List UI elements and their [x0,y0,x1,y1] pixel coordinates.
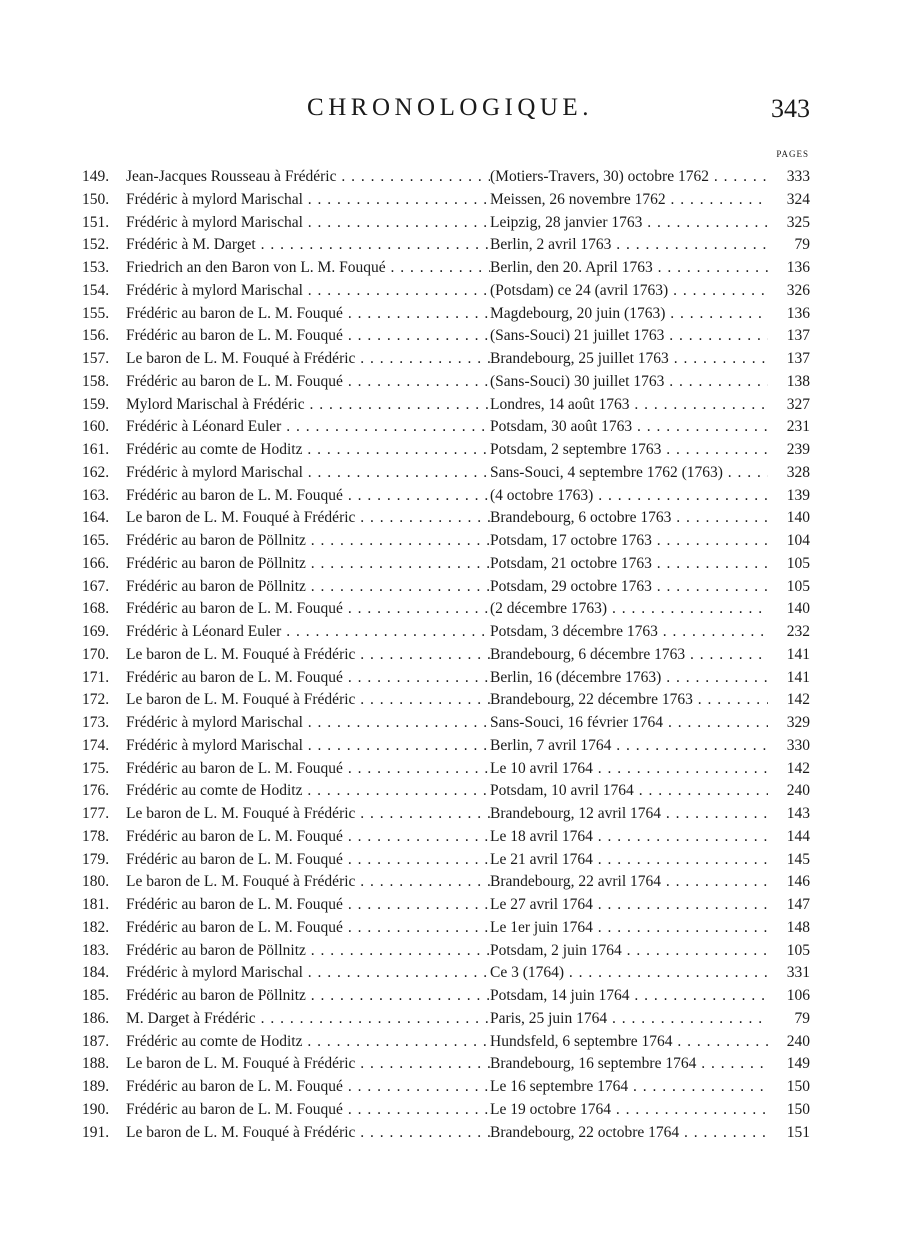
entry-number: 170. [82,645,110,663]
entry-number: 171. [82,668,110,686]
entry-number: 186. [82,1009,110,1027]
letter-date: Potsdam, 21 octobre 1763 . . . [490,553,768,576]
table-row [82,962,810,985]
letter-date: Brandebourg, 12 avril 1764 . . . [490,803,768,826]
page-reference: 141 [772,644,810,667]
entry-number: 151. [82,213,110,231]
page-reference: 105 [772,553,810,576]
letter-title: Frédéric au baron de L. M. Fouqué . . . [126,758,566,781]
letter-title: Frédéric à M. Darget . . . [126,234,566,257]
letter-date: Magdebourg, 20 juin (1763) . . . [490,303,768,326]
table-row [82,462,810,485]
letter-title: Frédéric à mylord Marischal . . . [126,189,566,212]
page-reference: 150 [772,1076,810,1099]
table-row [82,1031,810,1054]
entry-number: 189. [82,1078,110,1095]
page-reference: 138 [772,371,810,394]
letter-date: Potsdam, 2 juin 1764 . . . [490,940,768,963]
entry-number: 172. [82,691,110,709]
page-reference: 231 [772,416,810,439]
entry-number: 187. [82,1032,110,1050]
letter-date: Potsdam, 14 juin 1764 . . . [490,985,768,1008]
table-row [82,576,810,599]
letter-title: Frédéric au baron de L. M. Fouqué . . . [126,667,566,690]
entry-number: 169. [82,623,110,640]
table-row [82,758,810,781]
letter-title: Frédéric au baron de L. M. Fouqué . . . [126,371,566,394]
letter-title: Frédéric à Léonard Euler . . . [126,621,566,644]
letter-title: Frédéric au baron de Pöllnitz . . . [126,530,566,553]
table-row [82,212,810,235]
letter-date: Le 18 avril 1764 . . . [490,826,768,849]
entry-number: 167. [82,577,110,595]
entry-number: 179. [82,850,110,868]
entry-number: 154. [82,281,110,299]
letter-title: Friedrich an den Baron von L. M. Fouqué . . . [126,257,566,280]
letter-date: Sans-Souci, 16 février 1764 . . . [490,712,768,735]
page-reference: 328 [772,462,810,485]
page-reference: 150 [772,1099,810,1122]
entry-number: 183. [82,941,110,959]
page-reference: 327 [772,394,810,417]
letter-title: Frédéric au comte de Hoditz . . . [126,439,566,462]
letter-title: Frédéric à mylord Marischal . . . [126,462,566,485]
letter-title: Frédéric au baron de L. M. Fouqué . . . [126,303,566,326]
table-row [82,1076,810,1099]
table-row [82,1122,810,1145]
letter-title: Frédéric à mylord Marischal . . . [126,280,566,303]
chronological-table [82,166,810,1144]
table-row [82,780,810,803]
table-row [82,1099,810,1122]
table-row [82,871,810,894]
page-reference: 105 [772,576,810,599]
letter-date: Le 16 septembre 1764 . . . [490,1076,768,1099]
letter-date: Brandebourg, 6 octobre 1763 . . . [490,507,768,530]
pages-column-label: PAGES [776,149,809,159]
page-reference: 136 [772,303,810,326]
page-reference: 144 [772,826,810,849]
letter-title: Frédéric au baron de L. M. Fouqué . . . [126,1099,566,1122]
entry-number: 174. [82,736,110,754]
entry-number: 165. [82,532,110,549]
entry-number: 176. [82,782,110,800]
page-reference: 79 [772,234,810,257]
letter-title: Le baron de L. M. Fouqué à Frédéric . . . [126,644,566,667]
letter-date: Sans-Souci, 4 septembre 1762 (1763) . . . [490,462,768,485]
letter-date: (2 décembre 1763) . . . [490,598,768,621]
letter-date: Brandebourg, 25 juillet 1763 . . . [490,348,768,371]
page-number: 343 [771,94,810,123]
page-reference: 137 [772,348,810,371]
letter-date: Brandebourg, 22 avril 1764 . . . [490,871,768,894]
page-reference: 240 [772,780,810,803]
letter-date: Berlin, den 20. April 1763 . . . [490,257,768,280]
page-reference: 146 [772,871,810,894]
letter-date: Brandebourg, 16 septembre 1764 . . . [490,1053,768,1076]
table-row [82,735,810,758]
entry-number: 149. [82,168,110,185]
table-row [82,166,810,189]
page-reference: 106 [772,985,810,1008]
entry-number: 180. [82,873,110,891]
table-row [82,894,810,917]
entry-number: 158. [82,372,110,390]
entry-number: 191. [82,1123,110,1141]
table-row [82,303,810,326]
table-row [82,485,810,508]
letter-title: Frédéric au baron de Pöllnitz . . . [126,940,566,963]
letter-title: Jean-Jacques Rousseau à Frédéric . . . [126,166,566,189]
page-reference: 105 [772,940,810,963]
table-row [82,280,810,303]
letter-title: Le baron de L. M. Fouqué à Frédéric . . . [126,507,566,530]
entry-number: 182. [82,918,110,936]
table-row [82,667,810,690]
table-row [82,189,810,212]
entry-number: 159. [82,395,110,413]
entry-number: 163. [82,486,110,504]
table-row [82,940,810,963]
entry-number: 161. [82,441,110,458]
table-row [82,553,810,576]
table-row [82,416,810,439]
page-reference: 330 [772,735,810,758]
letter-title: Le baron de L. M. Fouqué à Frédéric . . . [126,689,566,712]
page-reference: 151 [772,1122,810,1145]
page-reference: 141 [772,667,810,690]
table-row [82,348,810,371]
letter-date: Brandebourg, 22 octobre 1764 . . . [490,1122,768,1145]
entry-number: 156. [82,327,110,345]
letter-title: Frédéric au baron de Pöllnitz . . . [126,553,566,576]
page-reference: 136 [772,257,810,280]
letter-title: Frédéric au baron de Pöllnitz . . . [126,985,566,1008]
entry-number: 181. [82,896,110,913]
table-row [82,849,810,872]
page-reference: 145 [772,849,810,872]
letter-date: (4 octobre 1763) . . . [490,485,768,508]
letter-date: Berlin, 7 avril 1764 . . . [490,735,768,758]
table-row [82,530,810,553]
letter-title: Frédéric au comte de Hoditz . . . [126,780,566,803]
letter-date: Hundsfeld, 6 septembre 1764 . . . [490,1031,768,1054]
page-reference: 148 [772,917,810,940]
page-reference: 331 [772,962,810,985]
letter-title: Le baron de L. M. Fouqué à Frédéric . . . [126,871,566,894]
entry-number: 168. [82,600,110,618]
page-reference: 324 [772,189,810,212]
page-reference: 147 [772,894,810,917]
page-reference: 139 [772,485,810,508]
table-row [82,394,810,417]
letter-date: Brandebourg, 6 décembre 1763 . . . [490,644,768,667]
letter-date: Le 19 octobre 1764 . . . [490,1099,768,1122]
entry-number: 153. [82,259,110,276]
table-row [82,598,810,621]
letter-title: Le baron de L. M. Fouqué à Frédéric . . . [126,348,566,371]
page-reference: 143 [772,803,810,826]
entry-number: 185. [82,987,110,1004]
letter-title: Frédéric à mylord Marischal . . . [126,212,566,235]
letter-date: Le 21 avril 1764 . . . [490,849,768,872]
entry-number: 188. [82,1055,110,1073]
letter-date: Potsdam, 17 octobre 1763 . . . [490,530,768,553]
entry-number: 150. [82,190,110,208]
table-row [82,257,810,280]
letter-date: Le 27 avril 1764 . . . [490,894,768,917]
entry-number: 162. [82,463,110,481]
letter-title: Frédéric à mylord Marischal . . . [126,735,566,758]
letter-date: Londres, 14 août 1763 . . . [490,394,768,417]
letter-title: Frédéric au baron de L. M. Fouqué . . . [126,598,566,621]
page-reference: 329 [772,712,810,735]
page-reference: 142 [772,758,810,781]
page-reference: 149 [772,1053,810,1076]
letter-title: Frédéric au baron de L. M. Fouqué . . . [126,917,566,940]
table-row [82,1008,810,1031]
letter-title: Frédéric au baron de Pöllnitz . . . [126,576,566,599]
entry-number: 164. [82,509,110,527]
letter-title: Frédéric au baron de L. M. Fouqué . . . [126,849,566,872]
entry-number: 155. [82,304,110,322]
page-reference: 239 [772,439,810,462]
entry-number: 160. [82,418,110,436]
running-title: CHRONOLOGIQUE. [307,94,593,121]
table-row [82,234,810,257]
page-reference: 79 [772,1008,810,1031]
letter-title: Frédéric au comte de Hoditz . . . [126,1031,566,1054]
letter-date: Ce 3 (1764) . . . [490,962,768,985]
letter-date: Meissen, 26 novembre 1762 . . . [490,189,768,212]
letter-date: Potsdam, 3 décembre 1763 . . . [490,621,768,644]
entry-number: 177. [82,805,110,822]
entry-number: 175. [82,759,110,777]
letter-date: Berlin, 16 (décembre 1763) . . . [490,667,768,690]
page-reference: 140 [772,507,810,530]
page-reference: 325 [772,212,810,235]
page-reference: 104 [772,530,810,553]
entry-number: 166. [82,554,110,572]
letter-title: Frédéric à Léonard Euler . . . [126,416,566,439]
letter-title: Le baron de L. M. Fouqué à Frédéric . . . [126,1053,566,1076]
page-reference: 140 [772,598,810,621]
letter-date: Potsdam, 2 septembre 1763 . . . [490,439,768,462]
table-row [82,985,810,1008]
letter-title: Frédéric au baron de L. M. Fouqué . . . [126,1076,566,1099]
entry-number: 184. [82,964,110,982]
letter-date: (Sans-Souci) 30 juillet 1763 . . . [490,371,768,394]
page-reference: 232 [772,621,810,644]
table-row [82,712,810,735]
letter-title: M. Darget à Frédéric . . . [126,1008,566,1031]
letter-date: (Motiers-Travers, 30) octobre 1762 . . . [490,166,768,189]
table-row [82,325,810,348]
letter-title: Frédéric à mylord Marischal . . . [126,962,566,985]
letter-title: Frédéric au baron de L. M. Fouqué . . . [126,894,566,917]
letter-title: Mylord Marischal à Frédéric . . . [126,394,566,417]
entry-number: 157. [82,350,110,367]
letter-date: Paris, 25 juin 1764 . . . [490,1008,768,1031]
table-row [82,803,810,826]
letter-date: Potsdam, 10 avril 1764 . . . [490,780,768,803]
table-row [82,439,810,462]
letter-date: Le 10 avril 1764 . . . [490,758,768,781]
letter-date: Leipzig, 28 janvier 1763 . . . [490,212,768,235]
page-reference: 326 [772,280,810,303]
table-row [82,621,810,644]
table-row [82,689,810,712]
letter-date: Brandebourg, 22 décembre 1763 . . . [490,689,768,712]
table-row [82,826,810,849]
entry-number: 178. [82,827,110,845]
letter-title: Le baron de L. M. Fouqué à Frédéric . . . [126,803,566,826]
letter-date: Potsdam, 29 octobre 1763 . . . [490,576,768,599]
table-row [82,371,810,394]
page-reference: 137 [772,325,810,348]
page-reference: 240 [772,1031,810,1054]
table-row [82,507,810,530]
letter-title: Frédéric au baron de L. M. Fouqué . . . [126,826,566,849]
letter-title: Frédéric au baron de L. M. Fouqué . . . [126,325,566,348]
letter-date: (Sans-Souci) 21 juillet 1763 . . . [490,325,768,348]
table-row [82,1053,810,1076]
letter-date: Le 1er juin 1764 . . . [490,917,768,940]
page-reference: 142 [772,689,810,712]
letter-title: Le baron de L. M. Fouqué à Frédéric . . . [126,1122,566,1145]
entry-number: 190. [82,1100,110,1118]
table-row [82,917,810,940]
letter-date: (Potsdam) ce 24 (avril 1763) . . . [490,280,768,303]
letter-date: Berlin, 2 avril 1763 . . . [490,234,768,257]
letter-title: Frédéric à mylord Marischal . . . [126,712,566,735]
entry-number: 173. [82,714,110,731]
entry-number: 152. [82,236,110,254]
page-reference: 333 [772,166,810,189]
letter-title: Frédéric au baron de L. M. Fouqué . . . [126,485,566,508]
table-row [82,644,810,667]
letter-date: Potsdam, 30 août 1763 . . . [490,416,768,439]
